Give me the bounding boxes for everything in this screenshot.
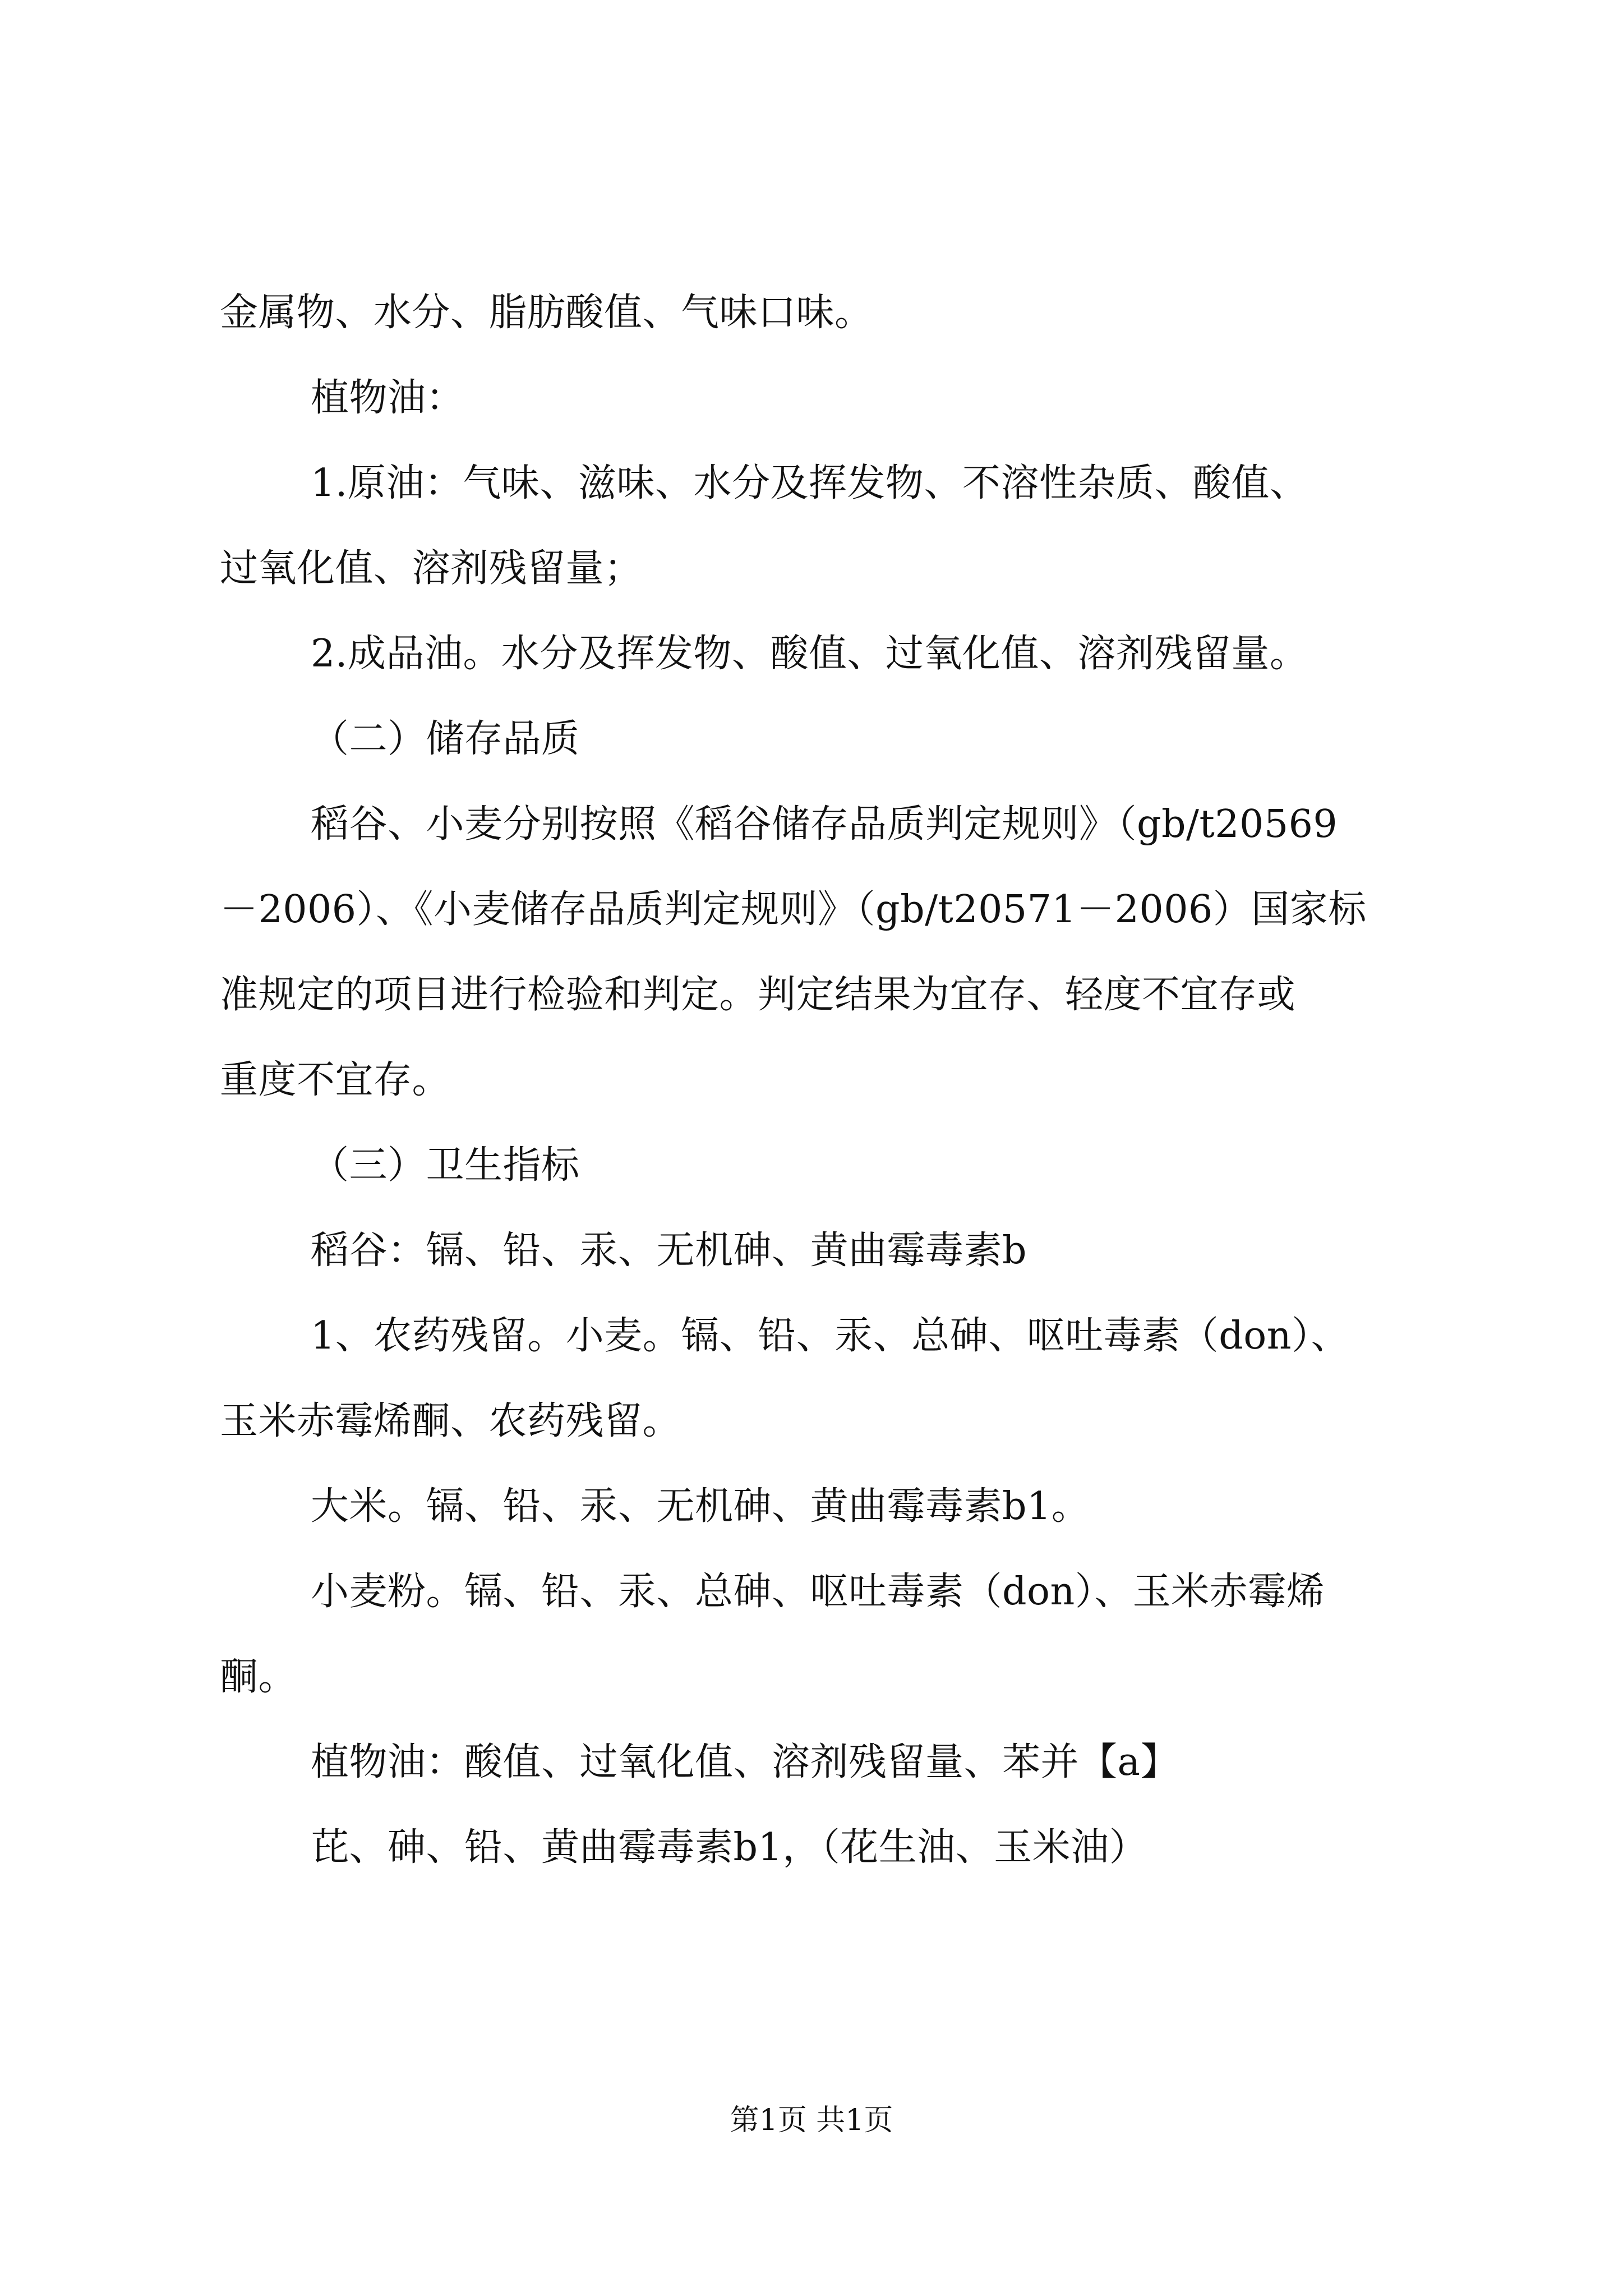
- text-line: 酮。: [220, 1655, 297, 1699]
- text-line: 2.成品油。水分及挥发物、酸值、过氧化值、溶剂残留量。: [311, 632, 1308, 676]
- text-line: 稻谷、小麦分别按照《稻谷储存品质判定规则》（gb/t20569: [311, 802, 1338, 846]
- text-line: 稻谷：镉、铅、汞、无机砷、黄曲霉毒素b: [311, 1228, 1027, 1273]
- text-line: 芘、砷、铅、黄曲霉毒素b1，（花生油、玉米油）: [311, 1825, 1148, 1870]
- text-line: 植物油：: [311, 376, 465, 420]
- text-line: 1.原油：气味、滋味、水分及挥发物、不溶性杂质、酸值、: [311, 461, 1308, 505]
- document-body: [220, 292, 1426, 1869]
- section-heading: （二）储存品质: [311, 717, 580, 761]
- text-line: 重度不宜存。: [220, 1058, 451, 1102]
- text-line: 小麦粉。镉、铅、汞、总砷、呕吐毒素（don）、玉米赤霉烯: [311, 1570, 1325, 1614]
- text-line: 大米。镉、铅、汞、无机砷、黄曲霉毒素b1。: [311, 1484, 1090, 1529]
- text-line: 准规定的项目进行检验和判定。判定结果为宜存、轻度不宜存或: [220, 973, 1296, 1017]
- text-line: 过氧化值、溶剂残留量；: [220, 546, 643, 591]
- text-line: 1、农药残留。小麦。镉、铅、汞、总砷、呕吐毒素（don）、: [311, 1314, 1350, 1358]
- text-line: －2006）、《小麦储存品质判定规则》（gb/t20571－2006）国家标: [220, 887, 1367, 932]
- page-footer: 第1页 共1页: [730, 2104, 893, 2137]
- text-line: 金属物、水分、脂肪酸值、气味口味。: [220, 291, 873, 335]
- section-heading: （三）卫生指标: [311, 1143, 580, 1188]
- text-line: 植物油：酸值、过氧化值、溶剂残留量、苯并【a】: [311, 1740, 1179, 1784]
- text-line: 玉米赤霉烯酮、农药残留。: [220, 1399, 681, 1443]
